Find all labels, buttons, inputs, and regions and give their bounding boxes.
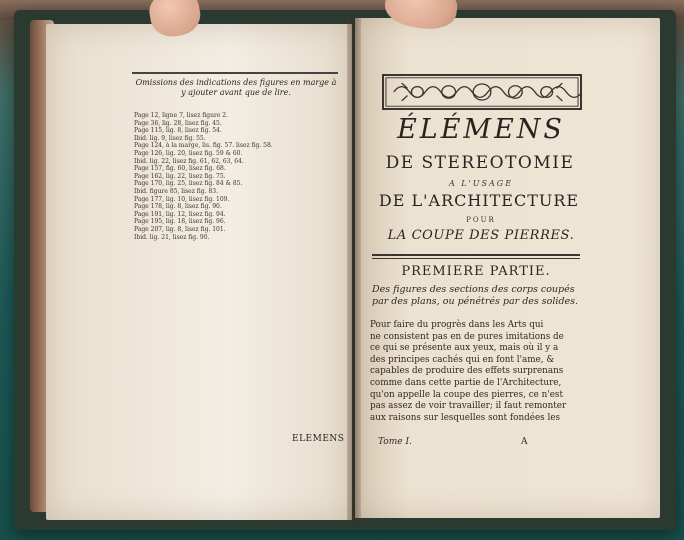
catchword: ELEMENS <box>292 434 345 444</box>
title-architecture: DE L'ARCHITECTURE <box>378 191 580 210</box>
body-line: comme dans cette partie de l'Architecture, <box>370 377 562 388</box>
body-line: pas assez de voir travailler; il faut remonter <box>370 401 567 412</box>
body-line: ce qui se présente aux yeux, mais où il y a <box>370 343 559 354</box>
errata-line: Ibid. lig. 22, lisez fig. 61, 62, 63, 64. <box>134 157 244 165</box>
errata-line: Page 207, lig. 8, lisez fig. 101. <box>134 225 226 233</box>
errata-line: Page 170, lig. 25, lisez fig. 84 & 85. <box>134 180 243 188</box>
title-stereotomie: DE STEREOTOMIE <box>385 153 575 173</box>
top-rule <box>132 72 338 74</box>
omissions-heading: Omissions des indications des figures en marge à y ajouter avant que de lire. <box>135 78 337 97</box>
errata-line: Page 124, à la marge, lis. fig. 57. lisez fig. 58. <box>134 142 273 150</box>
body-line: qu'on appelle la coupe des pierres, ce n'est <box>370 389 563 400</box>
errata-line: Ibid. lig. 21, lisez fig. 90. <box>134 233 210 241</box>
errata-line: Page 115, lig. 8, lisez fig. 54. <box>134 127 222 135</box>
left-page <box>46 24 352 520</box>
part-heading: PREMIERE PARTIE. <box>401 264 551 279</box>
title-pour: POUR <box>466 216 496 224</box>
errata-line: Page 162, lig. 22, lisez fig. 75. <box>134 172 226 180</box>
errata-line: Page 195, lig. 18, lisez fig. 96. <box>134 218 226 226</box>
errata-line: Page 12, ligne 7, lisez figure 2. <box>134 112 229 119</box>
body-line: ne consistent pas en de pures imitations de <box>370 331 564 342</box>
body-line: capables de produire des effets surprenans <box>370 366 564 377</box>
errata-line: Page 177, lig. 10, lisez fig. 109. <box>134 195 230 203</box>
errata-line: Page 157, fig. 60, lisez fig. 68. <box>134 165 226 173</box>
body-line: Pour faire du progrès dans les Arts qui <box>370 320 544 330</box>
errata-line: Page 126, lig. 20, lisez fig. 59 & 60. <box>134 149 243 157</box>
body-line: aux raisons sur lesquelles sont fondées les <box>370 412 560 423</box>
errata-list <box>134 112 314 241</box>
errata-line: Page 178, lig. 8, lisez fig. 90. <box>134 203 222 211</box>
body-line: des principes cachés qui en font l'ame, & <box>370 354 555 365</box>
title-elemens: ÉLÉMENS <box>397 114 565 145</box>
book-gutter <box>347 18 361 522</box>
body-paragraph <box>370 320 588 424</box>
head-ornament <box>382 74 582 110</box>
ornament-pattern-icon <box>384 76 580 108</box>
errata-line: Page 36, lig. 28, lisez fig. 45. <box>134 119 222 127</box>
volume-label: Tome I. <box>378 437 412 447</box>
part-subtitle: Des figures des sections des corps coupés par des plans, ou pénétrés par des solides. <box>372 284 579 307</box>
page-footer <box>378 437 578 447</box>
section-rule-thick <box>372 254 580 256</box>
errata-line: Ibid. figure 85, lisez fig. 83. <box>134 187 219 195</box>
title-a-lusage: A L'USAGE <box>448 179 514 188</box>
signature-mark: A <box>521 437 528 447</box>
errata-line: Ibid. lig. 9, lisez fig. 55. <box>134 134 206 142</box>
errata-line: Page 191, lig. 12, lisez fig. 94. <box>134 210 226 218</box>
title-coupe-des-pierres: LA COUPE DES PIERRES. <box>387 228 575 243</box>
section-rule-thin <box>372 258 580 259</box>
